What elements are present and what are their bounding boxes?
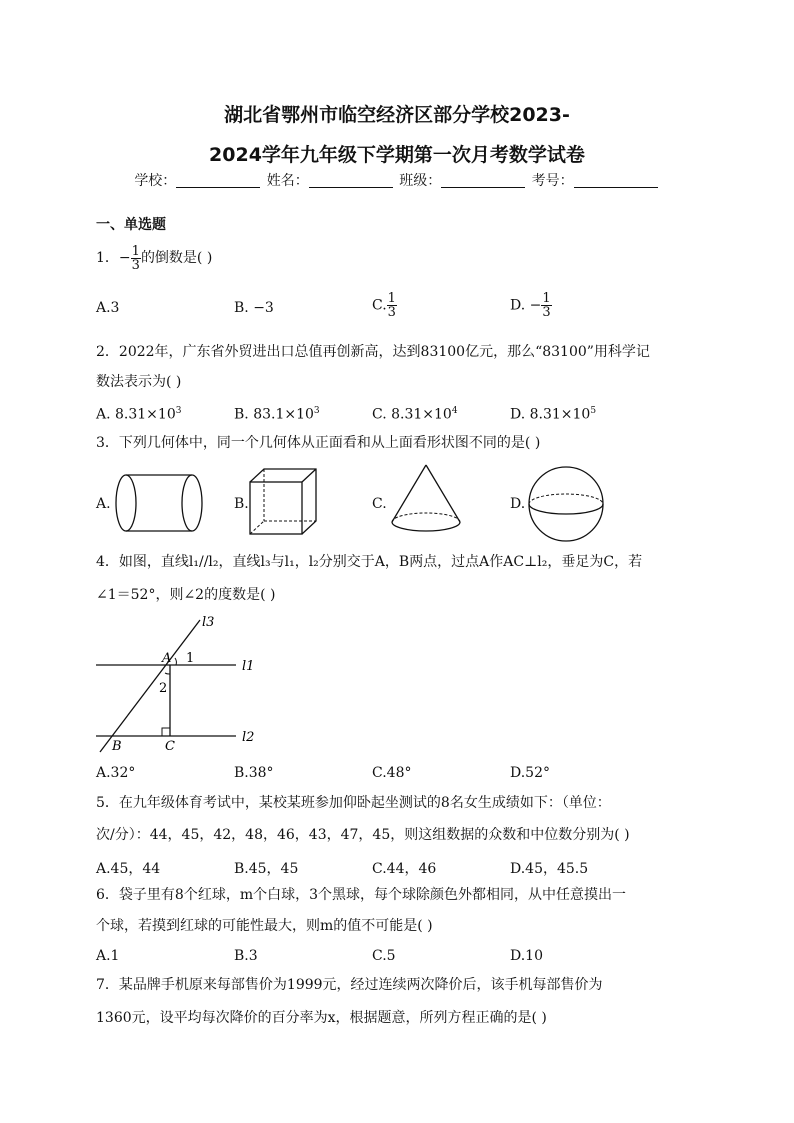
q2-option-a[interactable]: A. $8.31\times 10^3$: [96, 406, 182, 423]
q4-option-c[interactable]: C.48°: [372, 765, 412, 781]
label-a: A: [162, 651, 172, 666]
question-2-line1: 2．2022年，广东省外贸进出口总值再创新高，达到83100亿元，那么“83100”用科学记: [96, 344, 650, 360]
label-c: C: [165, 739, 175, 754]
question-1: [96, 243, 696, 273]
q5-option-b[interactable]: B.45，45: [234, 861, 299, 877]
field-examno-blank[interactable]: [574, 173, 658, 188]
q3-option-c-label[interactable]: C.: [372, 496, 387, 512]
question-7-line2: 1360元，设平均每次降价的百分率为x，根据题意，所列方程正确的是( ): [96, 1010, 547, 1026]
question-3: 3．下列几何体中，同一个几何体从正面看和从上面看形状图不同的是( ): [96, 435, 541, 451]
minus-sign: −: [118, 250, 131, 266]
label-angle-1: 1: [186, 651, 195, 666]
fraction: $\frac{1}{3}$: [131, 243, 140, 273]
question-number: 1．: [96, 250, 119, 266]
q1-option-a[interactable]: A.3: [96, 300, 120, 316]
angle-2-arc: [165, 673, 170, 674]
sphere-icon: [526, 464, 608, 544]
student-info-fields: [0, 170, 794, 190]
cube-icon: [246, 466, 320, 538]
q2-option-c[interactable]: C. $8.31\times 10^4$: [372, 406, 458, 423]
label-b: B: [112, 739, 122, 754]
field-class-blank[interactable]: [441, 173, 525, 188]
label-l2: l2: [242, 730, 255, 745]
question-5-line2: 次/分）：44，45，42，48，46，43，47，45，则这组数据的众数和中位数分别为( ): [96, 827, 630, 843]
q2-option-d[interactable]: D. $8.31\times 10^5$: [510, 406, 597, 423]
q1-option-b[interactable]: B. −3: [234, 300, 274, 316]
question-4-line2: ∠1＝52°，则∠2的度数是( ): [96, 587, 276, 603]
question-2-line2: 数法表示为( ): [96, 374, 182, 390]
q3-option-b-label[interactable]: B.: [234, 496, 249, 512]
field-school-label: 学校：: [134, 173, 177, 189]
question-6-line2: 个球，若摸到红球的可能性最大，则m的值不可能是( ): [96, 918, 433, 934]
question-5-line1: 5．在九年级体育考试中，某校某班参加仰卧起坐测试的8名女生成绩如下：（单位：: [96, 795, 611, 811]
label-l1: l1: [242, 659, 255, 674]
right-angle-mark: [162, 728, 170, 736]
q1-option-c[interactable]: C. $\frac{1}{3}$: [372, 291, 396, 320]
exam-title-line1: 湖北省鄂州市临空经济区部分学校2023-: [224, 104, 570, 126]
question-text: 的倒数是( ): [140, 250, 213, 266]
question-6-line1: 6．袋子里有8个红球，m个白球，3个黑球，每个球除颜色外都相同，从中任意摸出一: [96, 887, 626, 903]
q3-option-d-label[interactable]: D.: [510, 496, 526, 512]
field-examno-label: 考号：: [531, 173, 574, 189]
q6-option-d[interactable]: D.10: [510, 948, 543, 964]
q6-option-c[interactable]: C.5: [372, 948, 396, 964]
q4-option-a[interactable]: A.32°: [96, 765, 136, 781]
q5-option-d[interactable]: D.45，45.5: [510, 861, 589, 877]
section-title: 一、单选题: [96, 217, 166, 233]
q2-option-b[interactable]: B. $83.1\times 10^3$: [234, 406, 320, 423]
q1-option-d[interactable]: D. − $\frac{1}{3}$: [510, 291, 551, 320]
question-4-line1: 4．如图，直线l₁//l₂，直线l₃与l₁，l₂分别交于A，B两点，过点A作AC⊥l₂，垂足为C，若: [96, 554, 643, 570]
line-l3: [100, 620, 200, 752]
label-angle-2: 2: [159, 681, 168, 696]
angle-1-arc: [175, 658, 176, 665]
q3-option-a-label[interactable]: A.: [96, 496, 111, 512]
geometry-figure: [90, 612, 270, 758]
field-name-blank[interactable]: [309, 173, 393, 188]
q6-option-b[interactable]: B.3: [234, 948, 258, 964]
q6-option-a[interactable]: A.1: [96, 948, 120, 964]
cone-icon: [386, 462, 466, 538]
question-7-line1: 7．某品牌手机原来每部售价为1999元，经过连续两次降价后，该手机每部售价为: [96, 977, 603, 993]
q5-option-c[interactable]: C.44，46: [372, 861, 437, 877]
label-l3: l3: [202, 615, 215, 630]
field-name-label: 姓名：: [266, 173, 309, 189]
q5-option-a[interactable]: A.45，44: [96, 861, 161, 877]
q4-option-d[interactable]: D.52°: [510, 765, 550, 781]
field-class-label: 班级：: [399, 173, 442, 189]
q4-option-b[interactable]: B.38°: [234, 765, 274, 781]
cylinder-icon: [112, 470, 208, 536]
field-school-blank[interactable]: [176, 173, 260, 188]
exam-title-line2: 2024学年九年级下学期第一次月考数学试卷: [209, 144, 585, 166]
